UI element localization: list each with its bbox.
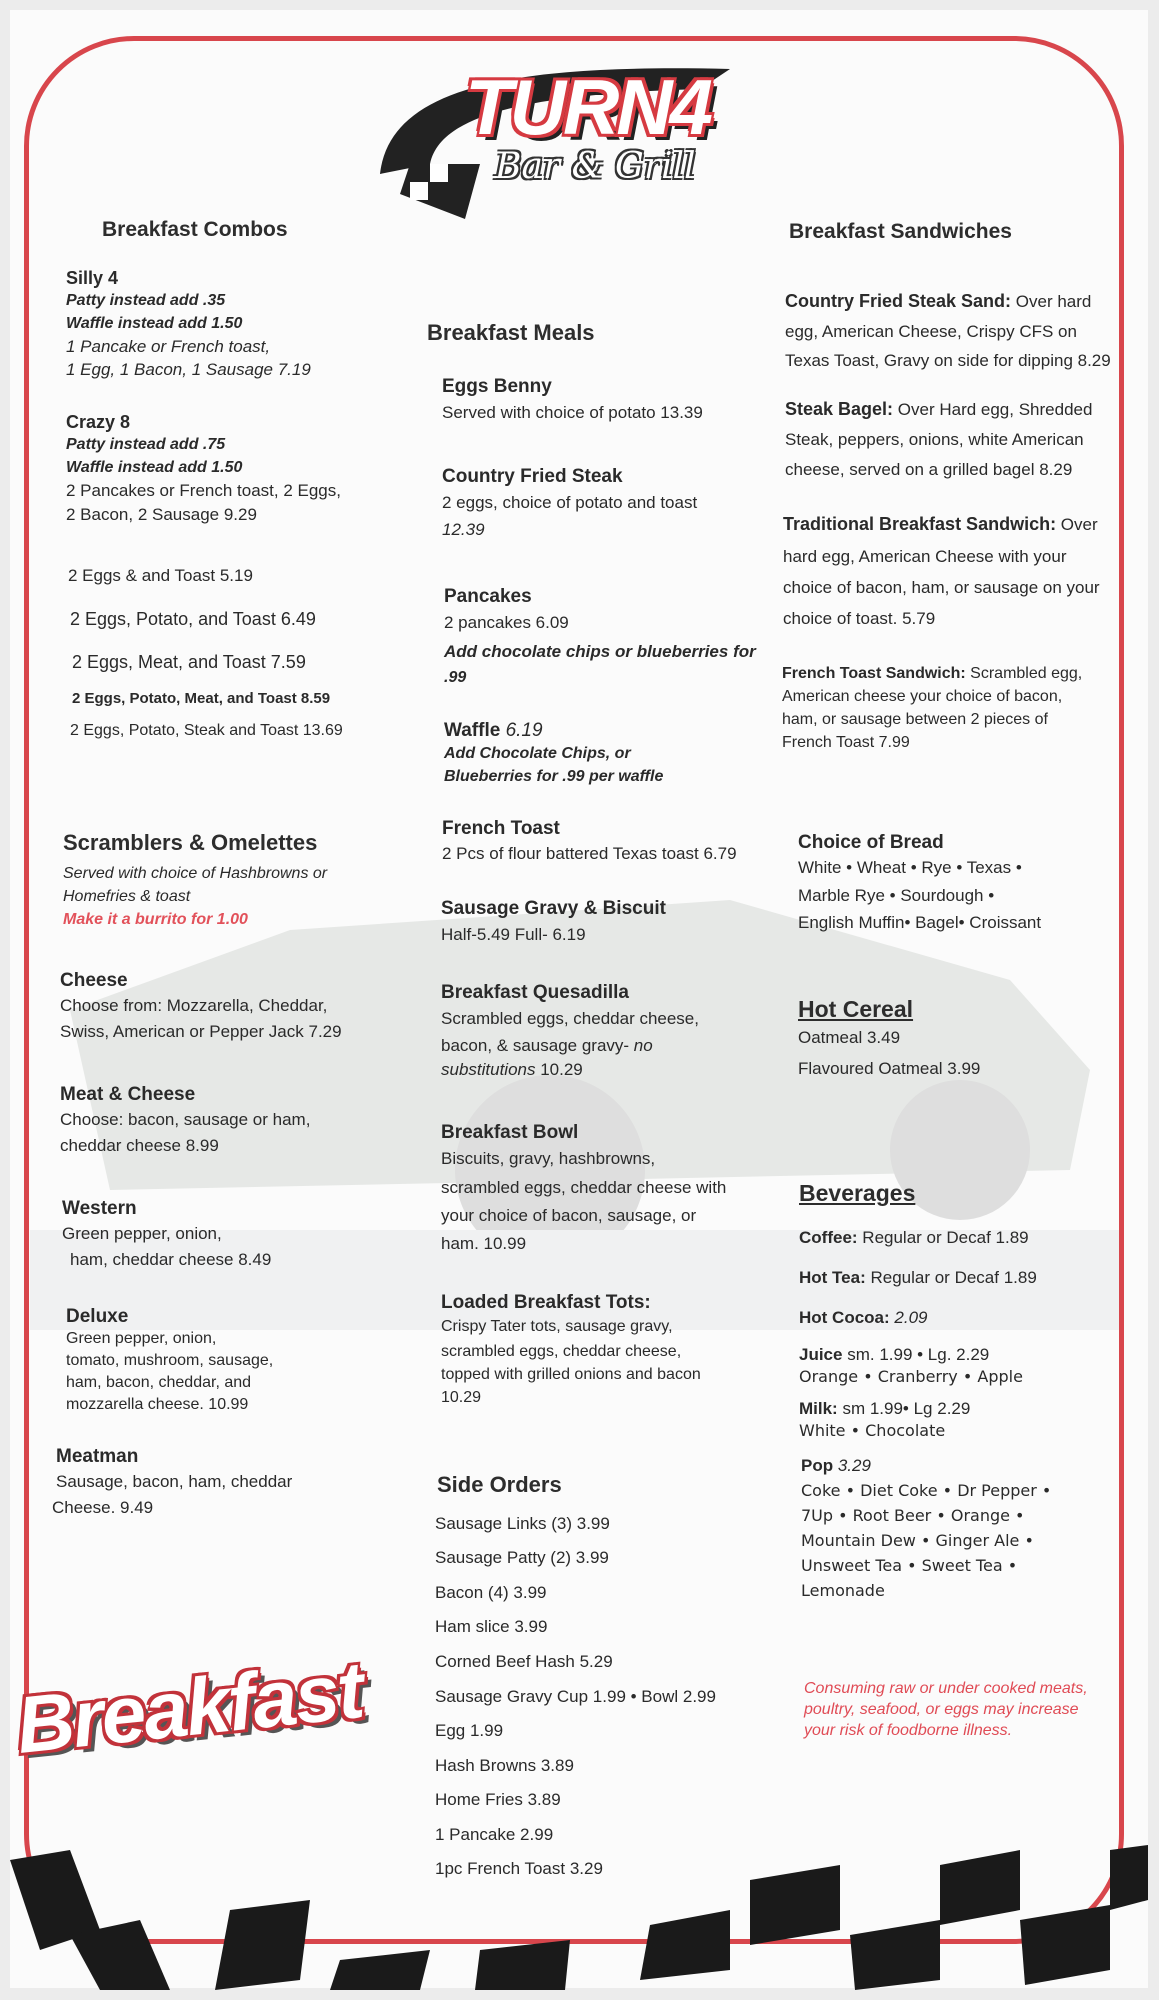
side-item: Hash Browns 3.89: [435, 1756, 574, 1775]
meal-loaded-breakfast-tots: Loaded Breakfast Tots: Crispy Tater tots, sausage gravy, scrambled eggs, cheddar cheese, topped with grilled onions and bacon 10.29: [441, 1292, 701, 1406]
scramblers-note: Served with choice of Hashbrowns or Homefries & toast Make it a burrito for 1.00: [63, 862, 327, 931]
bread-choices: Choice of Bread White • Wheat • Rye • Texas • Marble Rye • Sourdough • English Muffin• Bagel• Croissant: [798, 832, 1042, 932]
side-item: Home Fries 3.89: [435, 1790, 561, 1809]
omelette-western: Western Green pepper, onion, ham, cheddar cheese 8.49: [62, 1198, 272, 1269]
combo-row: 2 Eggs, Potato, Steak and Toast 13.69: [70, 722, 343, 739]
logo-subtitle: Bar & Grill: [495, 146, 696, 187]
beverage-pop: Pop 3.29 Coke • Diet Coke • Dr Pepper • 7Up • Root Beer • Orange • Mountain Dew • Ginger Ale • Unsweet Tea • Sweet Tea • Lemonade: [801, 1456, 1052, 1600]
omelette-cheese: Cheese Choose from: Mozzarella, Cheddar, Swiss, American or Pepper Jack 7.29: [60, 970, 342, 1041]
bread-heading: Choice of Bread: [798, 832, 944, 853]
price: 6.19: [505, 720, 543, 741]
sandwich-steak-bagel: Steak Bagel: Over Hard egg, Shredded Steak, peppers, onions, white American cheese, served on a grilled bagel 8.29: [785, 399, 1093, 479]
meal-breakfast-quesadilla: Breakfast Quesadilla Scrambled eggs, cheddar cheese, bacon, & sausage gravy- no substitutions 10.29: [441, 982, 699, 1079]
sandwich-country-fried-steak: Country Fried Steak Sand: Over hard egg, American Cheese, Crispy CFS on Texas Toast, Gravy on side for dipping 8.29: [785, 291, 1111, 370]
burrito-note: Make it a burrito for 1.00: [63, 911, 248, 928]
meal-country-fried-steak: Country Fried Steak 2 eggs, choice of potato and toast 12.39: [442, 466, 698, 539]
beverage-hot-cocoa: Hot Cocoa: 2.09: [799, 1308, 928, 1327]
side-item: Sausage Links (3) 3.99: [435, 1514, 610, 1533]
side-item: Sausage Gravy Cup 1.99 • Bowl 2.99: [435, 1687, 716, 1706]
meal-french-toast: French Toast 2 Pcs of flour battered Texas toast 6.79: [442, 818, 737, 863]
sides-heading: Side Orders: [437, 1472, 562, 1497]
beverage-coffee: Coffee: Regular or Decaf 1.89: [799, 1228, 1029, 1247]
side-item: Corned Beef Hash 5.29: [435, 1652, 613, 1671]
sandwiches-heading: Breakfast Sandwiches: [789, 220, 1012, 243]
omelette-deluxe: Deluxe Green pepper, onion, tomato, mushroom, sausage, ham, bacon, cheddar, and mozzarella cheese. 10.99: [66, 1306, 274, 1413]
hot-cereal: Hot Cereal Oatmeal 3.49 Flavoured Oatmeal 3.99: [798, 996, 981, 1078]
side-item: Ham slice 3.99: [435, 1617, 548, 1636]
beverages-heading: Beverages: [799, 1180, 916, 1206]
beverage-milk: Milk: sm 1.99• Lg 2.29 White • Chocolate: [799, 1399, 971, 1440]
cereal-heading: Hot Cereal: [798, 996, 914, 1022]
combo-row: 2 Eggs, Potato, and Toast 6.49: [70, 609, 316, 629]
combo-row: 2 Eggs & and Toast 5.19: [68, 566, 253, 585]
item-name: Crazy 8: [66, 412, 131, 432]
combos-heading: Breakfast Combos: [102, 218, 288, 241]
side-item: Egg 1.99: [435, 1721, 504, 1740]
meal-breakfast-bowl: Breakfast Bowl Biscuits, gravy, hashbrowns, scrambled eggs, cheddar cheese with your choice of bacon, sausage, or ham. 10.99: [441, 1122, 727, 1253]
sandwich-french-toast: French Toast Sandwich: Scrambled egg, American cheese your choice of bacon, ham, or sausage between 2 pieces of French Toast 7.99: [782, 665, 1083, 751]
beverage-hot-tea: Hot Tea: Regular or Decaf 1.89: [799, 1268, 1037, 1287]
scramblers-heading: Scramblers & Omelettes: [63, 830, 318, 855]
breakfast-title: Breakfast: [12, 1645, 367, 1770]
meal-pancakes: Pancakes 2 pancakes 6.09 Add chocolate chips or blueberries for .99: [444, 586, 756, 686]
foodborne-warning: Consuming raw or under cooked meats, poultry, seafood, or eggs may increase your risk of foodborne illness.: [804, 1680, 1088, 1739]
side-item: Bacon (4) 3.99: [435, 1583, 547, 1602]
combo-row: 2 Eggs, Meat, and Toast 7.59: [72, 652, 306, 672]
side-item: 1 Pancake 2.99: [435, 1825, 554, 1844]
omelette-meatman: Meatman Sausage, bacon, ham, cheddar Cheese. 9.49: [52, 1446, 293, 1517]
sandwich-traditional: Traditional Breakfast Sandwich: Over hard egg, American Cheese with your choice of bacon, ham, or sausage on your choice of toast. 5.79: [783, 514, 1100, 628]
meal-waffle: Waffle 6.19 Add Chocolate Chips, or Blueberries for .99 per waffle: [444, 720, 664, 785]
combo-silly-4: Silly 4 Patty instead add .35 Waffle instead add 1.50 1 Pancake or French toast, 1 Egg, 1 Bacon, 1 Sausage 7.19: [66, 268, 311, 379]
sides-list: [435, 1514, 815, 1894]
beverage-juice: Juice sm. 1.99 • Lg. 2.29 Orange • Cranberry • Apple: [799, 1345, 1023, 1386]
logo-title: TURN4: [465, 63, 711, 151]
combo-row: 2 Eggs, Potato, Meat, and Toast 8.59: [72, 690, 331, 707]
meal-eggs-benny: Eggs Benny Served with choice of potato 13.39: [442, 376, 703, 422]
logo: [370, 44, 770, 219]
side-item: Sausage Patty (2) 3.99: [435, 1548, 609, 1567]
side-item: 1pc French Toast 3.29: [435, 1859, 603, 1878]
meals-heading: Breakfast Meals: [427, 320, 595, 345]
omelette-meat-cheese: Meat & Cheese Choose: bacon, sausage or ham, cheddar cheese 8.99: [60, 1084, 311, 1155]
item-name: Silly 4: [66, 268, 119, 288]
meal-sausage-gravy-biscuit: Sausage Gravy & Biscuit Half-5.49 Full- 6.19: [441, 898, 666, 944]
combo-crazy-8: Crazy 8 Patty instead add .75 Waffle instead add 1.50 2 Pancakes or French toast, 2 Eggs, 2 Bacon, 2 Sausage 9.29: [66, 412, 341, 524]
